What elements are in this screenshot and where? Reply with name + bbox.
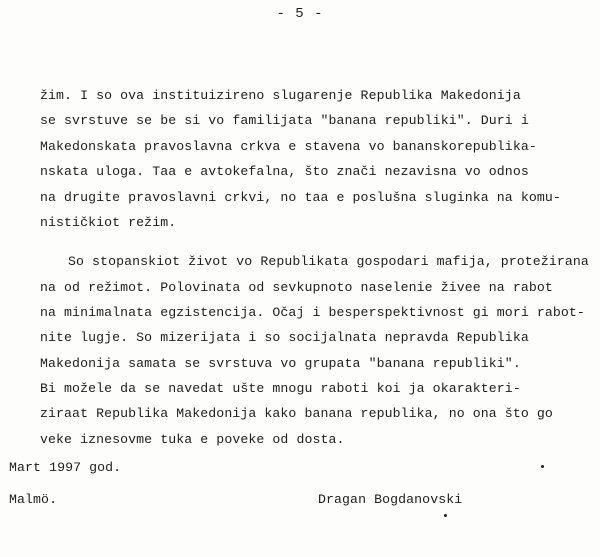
- ink-speck: [541, 465, 544, 468]
- author-signature-line: Dragan Bogdanovski: [318, 492, 463, 507]
- text-line: žim. I so ova instituizireno slugarenje Republika Makedonija: [40, 88, 521, 103]
- text-line: nskata uloga. Taa e avtokefalna, što znači nezavisna vo odnos: [40, 164, 529, 179]
- text-line: nite lugje. So mizerijata i so socijalnata nepravda Republika: [40, 330, 529, 345]
- text-line: ziraat Republika Makedonija kako banana republika, no ona što go: [40, 406, 553, 421]
- text-line: Makedonskata pravoslavna crkva e stavena vo bananskorepublika-: [40, 139, 537, 154]
- text-line: na drugite pravoslavni crkvi, no taa e poslušna sluginka na komu-: [40, 190, 561, 205]
- page-number: - 5 -: [276, 6, 324, 22]
- date-line: Mart 1997 god.: [9, 460, 122, 475]
- text-line: veke iznesovme tuka e poveke od dosta.: [40, 432, 345, 447]
- text-line: se svrstuve se be si vo familijata "banana republiki". Duri i: [40, 113, 529, 128]
- text-line: Makedonija samata se svrstuva vo grupata "banana republiki".: [40, 356, 521, 371]
- place-line: Malmö.: [9, 492, 58, 507]
- text-line: So stopanskiot život vo Republikata gospodari mafija, protežirana: [68, 254, 589, 269]
- text-line: na od režimot. Polovinata od sevkupnoto naselenie živee na rabot: [40, 280, 553, 295]
- ink-speck: [444, 514, 447, 517]
- text-line: nističkiot režim.: [40, 215, 177, 230]
- text-line: na minimalnata egzistencija. Očaj i besperspektivnost gi mori rabot-: [40, 305, 585, 320]
- text-line: Bi možele da se navedat ušte mnogu raboti koi ja okarakteri-: [40, 381, 521, 396]
